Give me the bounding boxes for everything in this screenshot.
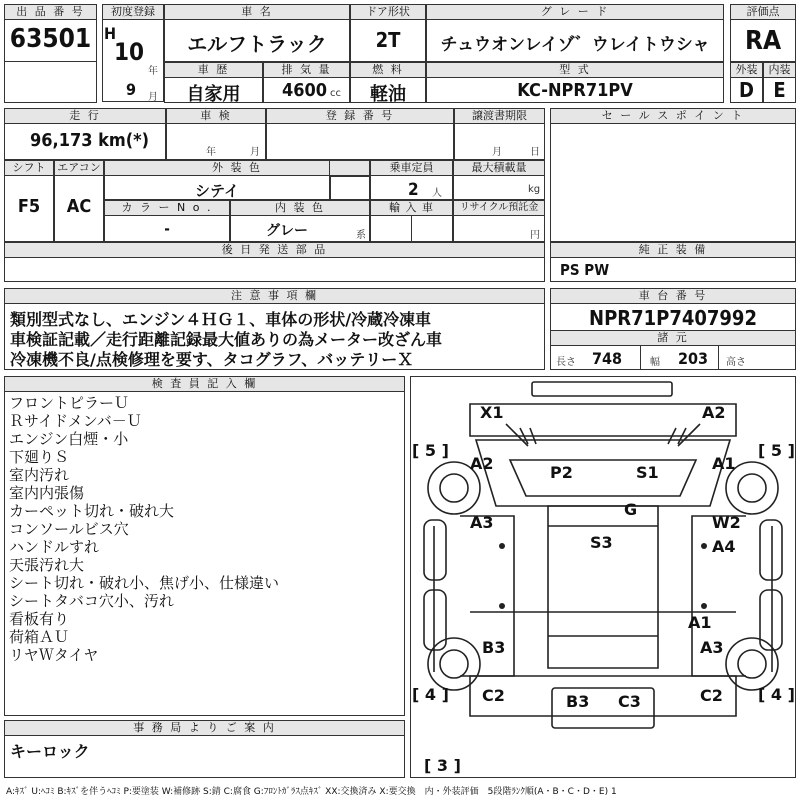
damage-code-x1: X1 [480,403,504,422]
transfer-month-unit: 月 [492,147,502,158]
fuel-label: 燃 料 [350,62,426,78]
bracket-right-front: [ 5 ] [758,441,795,460]
inspector-line: コンソールビス穴 [9,520,129,538]
damage-code-s3: S3 [590,533,613,552]
damage-code-b3-rear: B3 [566,692,590,711]
recycle-label: リサイクル預託金 [453,200,545,216]
damage-code-a3-left: A3 [470,513,494,532]
genuine-label: 純 正 装 備 [550,242,796,258]
load-label: 最大積載量 [453,160,545,176]
mileage-cell [4,108,166,160]
transfer-label: 譲渡書期限 [454,108,545,124]
rear-left-wheel [428,638,480,690]
damage-dot [499,603,505,609]
inspector-line: エンジン白煙・小 [9,430,129,448]
inspector-line: リヤＷタイヤ [9,646,99,664]
damage-dot [499,543,505,549]
inspector-line: 室内汚れ [9,466,70,484]
car-name: エルフトラック [187,32,327,56]
exterior-score: D [739,78,754,102]
damage-code-c2-right: C2 [700,686,723,705]
ac: AC [66,196,92,217]
damage-dot [701,543,707,549]
later-parts-label: 後 日 発 送 部 品 [4,242,545,258]
inspector-line: シートタバコ穴小、汚れ [9,592,174,610]
office-label: 事 務 局 よ り ご 案 内 [4,720,405,736]
bracket-rear: [ 3 ] [424,756,461,775]
damage-dot [701,603,707,609]
model: KC-NPR71PV [517,80,633,101]
front-right-wheel-inner [738,474,766,502]
damage-code-p2: P2 [550,463,573,482]
ac-label: エアコン [54,160,104,176]
displacement-unit: cc [330,88,341,99]
spec-label: 諸 元 [550,330,796,346]
load-unit: kg [528,184,541,195]
rear-right-wheel [726,638,778,690]
damage-code-a3-right: A3 [700,638,724,657]
exterior-label: 外装 [730,62,763,78]
month-unit: 月 [148,92,158,103]
rear-body-outline [470,676,736,716]
era: H [104,24,117,43]
color-no-label: カ ラ ー N o . [104,200,230,216]
int-color-unit: 系 [356,230,366,241]
chassis-number: NPR71P7407992 [589,306,757,330]
fuel: 軽油 [370,84,406,105]
bracket-left-front: [ 5 ] [412,441,449,460]
legend: A:ｷｽﾞ U:ﾍｺﾐ B:ｷｽﾞを伴うﾍｺﾐ P:要塗装 W:補修跡 S:錆 C:腐食 G:ﾌﾛﾝﾄｶﾞﾗｽ点ｷｽﾞ XX:交換済み X:要交換 内・外装評価 5段階ﾗﾝｸ順(A・B・C・D・E) 1 [6,787,617,797]
displacement: 4600 [282,80,328,101]
score-label: 評価点 [730,4,796,20]
damage-code-g: G [624,500,638,519]
door-type: 2T [375,28,401,52]
length: 748 [592,349,623,368]
transfer-day-unit: 日 [530,147,540,158]
front-bumper-outline [532,382,672,396]
interior-label: 内装 [763,62,796,78]
import-label: 輸 入 車 [370,200,453,216]
inspection-year-unit: 年 [206,147,216,158]
lot-number: 63501 [9,24,92,54]
inspector-line: 室内内張傷 [9,484,85,502]
inspection-label: 車 検 [166,108,266,124]
damage-code-a1-frame: A1 [688,613,712,632]
mileage-label: 走 行 [4,108,166,124]
cab-center-outline [548,506,658,668]
damage-code-a2-left: A2 [470,454,494,473]
year-unit: 年 [148,66,158,77]
left-mirror [506,424,528,446]
inspector-line: 荷箱ＡＵ [9,628,70,646]
inspector-line: フロントピラーＵ [9,394,130,412]
notes-label: 注 意 事 項 欄 [4,288,545,304]
recycle-unit: 円 [530,230,540,241]
car-name-label: 車 名 [164,4,350,20]
left-front-tire-side [424,520,446,580]
damage-code-c2-left: C2 [482,686,505,705]
cab-outline [470,404,736,436]
sales-point-cell [550,108,796,242]
damage-code-a2-front: A2 [702,403,726,422]
history: 自家用 [186,84,241,105]
reg-number-cell [266,108,454,160]
int-color: グレー [266,223,308,239]
windshield-outline [510,460,696,496]
first-reg-label: 初度登録 [102,4,164,20]
note-line: 類別型式なし、エンジン４ＨＧ１、車体の形状/冷蔵冷凍車 [10,310,432,329]
capacity: 2 [408,180,419,200]
length-split [640,346,641,370]
bracket-right-rear: [ 4 ] [758,685,795,704]
interior-score: E [773,78,786,102]
office-note: キーロック [10,742,90,761]
rear-left-wheel-inner [440,650,468,678]
width-split [718,346,719,370]
color-no: - [164,220,170,238]
inspector-line: 下廻りＳ [9,448,70,466]
damage-code-b3-left: B3 [482,638,506,657]
width: 203 [678,349,709,368]
damage-code-a4: A4 [712,537,736,556]
sales-point-label: セ ー ル ス ポ イ ン ト [550,108,796,124]
height-label: 高さ [726,357,746,368]
color-cell-extra [330,176,370,200]
capacity-unit: 人 [432,188,442,199]
genuine-equipment: PS PW [560,261,610,279]
mileage: 96,173 km(*) [30,130,150,151]
color-label: 外 装 色 [104,160,370,176]
score: RA [744,26,782,56]
capacity-label: 乗車定員 [370,160,453,176]
damage-code-c3: C3 [618,692,641,711]
damage-code-s1: S1 [636,463,659,482]
displacement-label: 排 気 量 [263,62,350,78]
history-label: 車 歴 [164,62,263,78]
inspection-month-unit: 月 [250,147,260,158]
grade: チュウオンレイゾ゛ウレイトウシャ [440,35,710,55]
lot-number-label: 出 品 番 号 [4,4,97,20]
inspector-line: カーペット切れ・破れ大 [9,502,175,520]
inspector-line: Ｒサイドメンバ－Ｕ [9,412,142,430]
grade-label: グ レ ー ド [426,4,724,20]
shift-label: シフト [4,160,54,176]
lot-number-lower [4,61,97,103]
reg-number-label: 登 録 番 号 [266,108,454,124]
damage-code-w2: W2 [712,513,741,532]
length-label: 長さ [556,357,576,368]
int-color-label: 内 装 色 [230,200,370,216]
first-reg-month: 9 [126,80,137,99]
vehicle-damage-diagram [410,376,796,778]
chassis-label: 車 台 番 号 [550,288,796,304]
note-line: 車検証記載／走行距離記録最大値ありの為メーター改ざん車 [10,330,443,349]
right-mirror [678,424,700,446]
inspector-line: シート切れ・破れ小、焦げ小、仕様違い [9,574,280,592]
inspector-line: ハンドルすれ [9,538,100,556]
inspector-label: 検 査 員 記 入 欄 [4,376,405,392]
front-left-wheel-inner [440,474,468,502]
model-label: 型 式 [426,62,724,78]
bracket-left-rear: [ 4 ] [412,685,449,704]
rear-right-wheel-inner [738,650,766,678]
width-label: 幅 [650,357,660,368]
note-line: 冷凍機不良/点検修理を要す、タコグラフ、バッテリーＸ [10,350,414,369]
door-label: ドア形状 [350,4,426,20]
right-front-tire-side [760,520,782,580]
shift: F5 [17,196,41,217]
first-reg-year: 10 [114,38,145,66]
inspector-line: 天張汚れ大 [9,556,85,574]
exterior-color: シテイ [195,182,239,200]
inspector-line: 看板有り [9,610,70,628]
import-split [411,216,412,242]
damage-code-a1-right: A1 [712,454,736,473]
